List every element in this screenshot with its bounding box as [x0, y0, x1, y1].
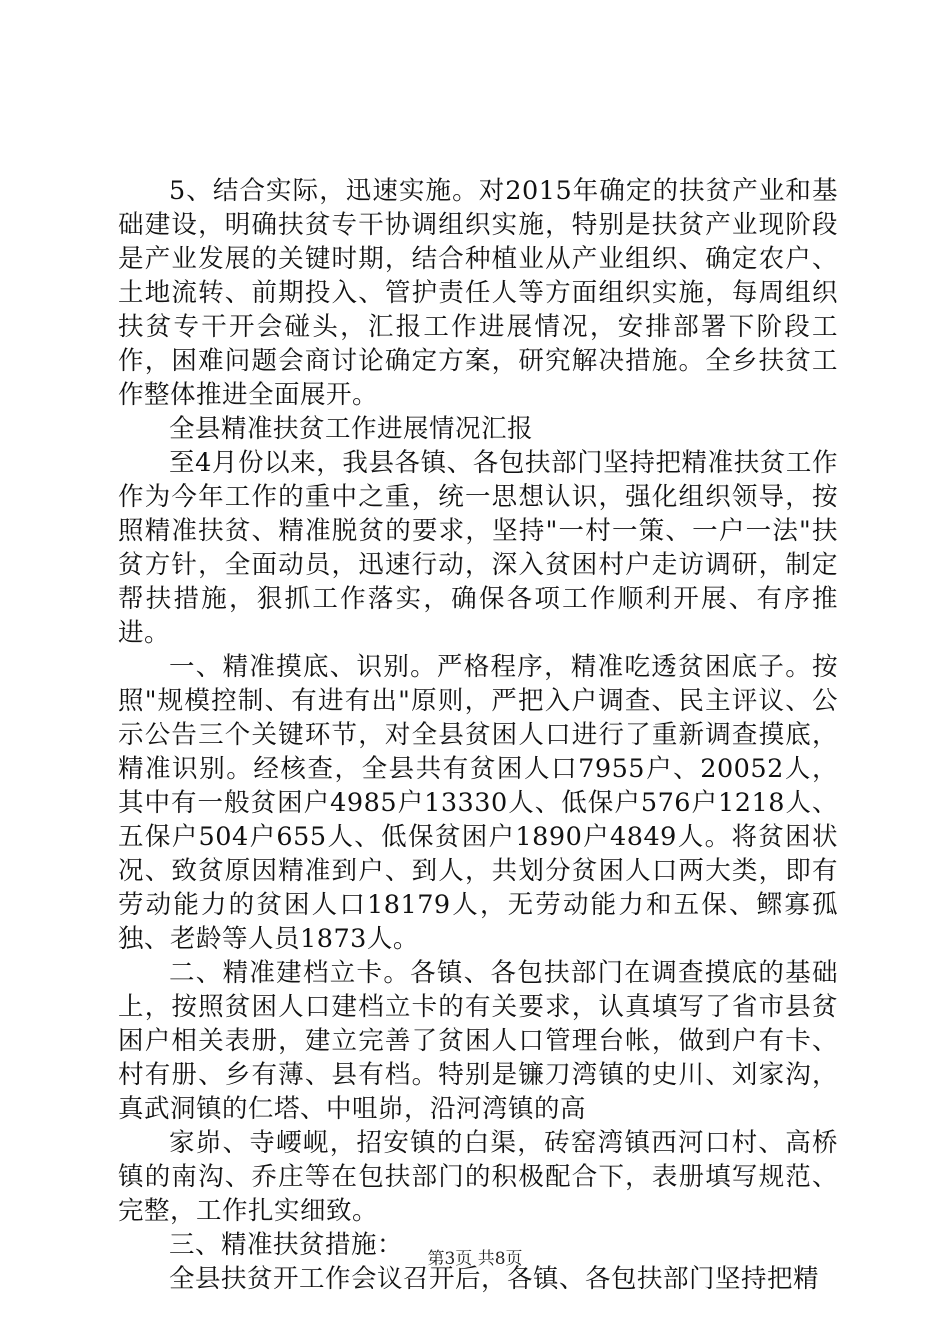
paragraph-section-1: 一、精准摸底、识别。严格程序，精准吃透贫困底子。按照"规模控制、有进有出"原则，严把入户调查、民主评议、公示公告三个关键环节，对全县贫困人口进行了重新调查摸底，精准识别。经核查，全县共有贫困人口7955户、20052人，其中有一般贫困户4985户13330人、低保户576户1218人、五保户504户655人、低保贫困户1890户4849人。将贫困状况、致贫原因精准到户、到人，共划分贫困人口两大类，即有劳动能力的贫困人口18179人，无劳动能力和五保、鳏寡孤独、老龄等人员1873人。 [118, 652, 838, 954]
report-title: 全县精准扶贫工作进展情况汇报 [169, 414, 534, 444]
document-body [118, 174, 838, 1296]
paragraph-section-2: 二、精准建档立卡。各镇、各包扶部门在调查摸底的基础上，按照贫困人口建档立卡的有关要求，认真填写了省市县贫困户相关表册，建立完善了贫困人口管理台帐，做到户有卡、村有册、乡有薄、县有档。特别是镰刀湾镇的史川、刘家沟，真武洞镇的仁塔、中咀峁，沿河湾镇的高 [118, 958, 838, 1124]
section-3-heading: 三、精准扶贫措施： [169, 1230, 404, 1260]
paragraph-intro: 至4月份以来，我县各镇、各包扶部门坚持把精准扶贫工作作为今年工作的重中之重，统一思想认识，强化组织领导，按照精准扶贫、精准脱贫的要求，坚持"一村一策、一户一法"扶贫方针，全面动员，迅速行动，深入贫困村户走访调研，制定帮扶措施，狠抓工作落实，确保各项工作顺利开展、有序推进。 [118, 448, 838, 648]
paragraph-section-2-cont: 家峁、寺崾岘，招安镇的白渠，砖窑湾镇西河口村、高桥镇的南沟、乔庄等在包扶部门的积极配合下，表册填写规范、完整，工作扎实细致。 [118, 1128, 838, 1226]
paragraph-implementation: 5、结合实际，迅速实施。对2015年确定的扶贫产业和基础建设，明确扶贫专干协调组织实施，特别是扶贫产业现阶段是产业发展的关键时期，结合种植业从产业组织、确定农户、土地流转、前期投入、管护责任人等方面组织实施，每周组织扶贫专干开会碰头，汇报工作进展情况，安排部署下阶段工作，困难问题会商讨论确定方案，研究解决措施。全乡扶贫工作整体推进全面展开。 [118, 176, 838, 410]
paragraph-section-3: 全县扶贫开工作会议召开后，各镇、各包扶部门坚持把精 [169, 1264, 820, 1294]
page-number: 第3页 共8页 [427, 1249, 523, 1269]
